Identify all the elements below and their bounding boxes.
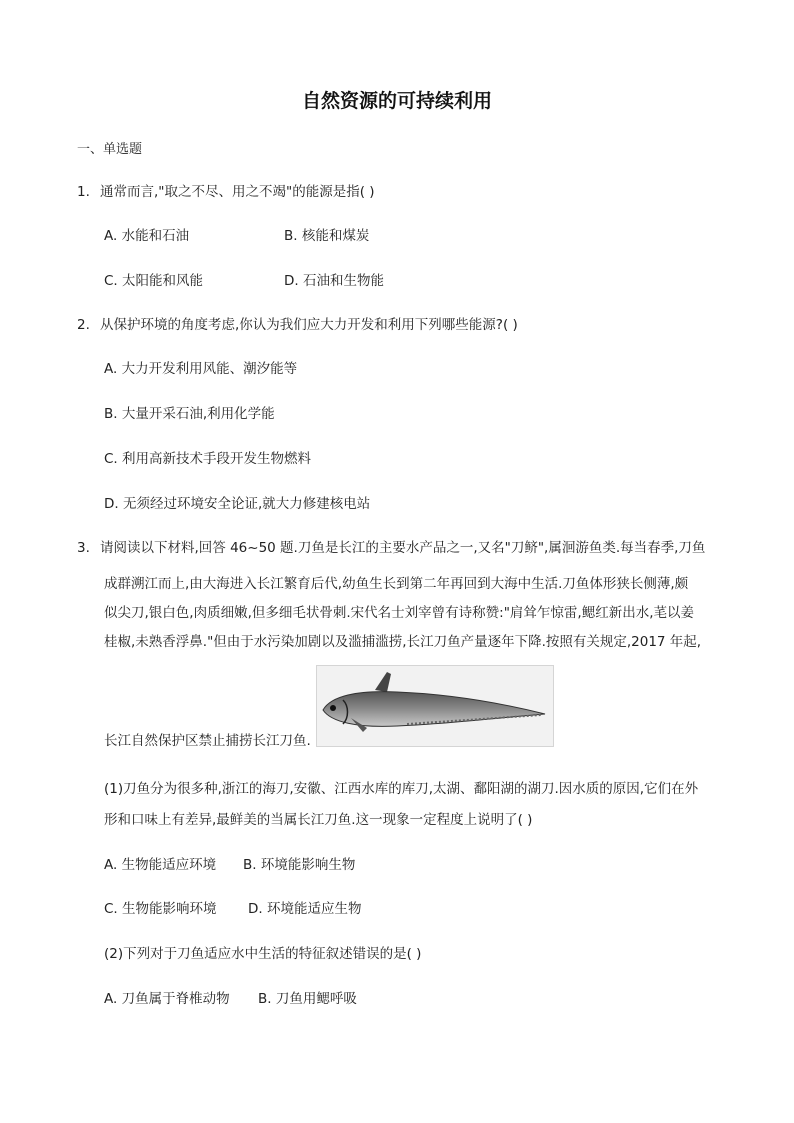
subquestion-1-option-d: D. 环境能适应生物 <box>248 901 362 917</box>
subquestion-1-option-a: A. 生物能适应环境 <box>104 857 217 873</box>
fish-image <box>316 665 554 747</box>
question-2-option-a: A. 大力开发利用风能、潮汐能等 <box>104 361 298 377</box>
fish-illustration <box>317 666 553 746</box>
section-heading: 一、单选题 <box>77 142 143 157</box>
passage-line: 长江自然保护区禁止捕捞长江刀鱼. <box>104 733 311 749</box>
question-1-option-c: C. 太阳能和风能 <box>104 273 204 289</box>
subquestion-2-option-a: A. 刀鱼属于脊椎动物 <box>104 991 230 1007</box>
question-3-number: 3. <box>77 540 90 556</box>
subquestion-1-option-c: C. 生物能影响环境 <box>104 901 217 917</box>
question-2-stem: 从保护环境的角度考虑,你认为我们应大力开发和利用下列哪些能源?( ) <box>100 317 518 333</box>
subquestion-2-stem: (2)下列对于刀鱼适应水中生活的特征叙述错误的是( ) <box>104 946 422 962</box>
passage-line: 桂椒,未熟香浮鼻."但由于水污染加剧以及滥捕滥捞,长江刀鱼产量逐年下降.按照有关规定,2017 年起, <box>104 634 702 650</box>
question-2-option-d: D. 无须经过环境安全论证,就大力修建核电站 <box>104 496 371 512</box>
question-2-option-b: B. 大量开采石油,利用化学能 <box>104 406 275 422</box>
question-1-number: 1. <box>77 184 90 200</box>
question-1-option-b: B. 核能和煤炭 <box>284 228 370 244</box>
passage-line: 似尖刀,银白色,肉质细嫩,但多细毛状骨刺.宋代名士刘宰曾有诗称赞:"肩耸乍惊雷,鳃红新出水,芼以姜 <box>104 605 695 621</box>
question-1-option-d: D. 石油和生物能 <box>284 273 384 289</box>
question-1-option-a: A. 水能和石油 <box>104 228 190 244</box>
subquestion-1-stem: 形和口味上有差异,最鲜美的当属长江刀鱼.这一现象一定程度上说明了( ) <box>104 812 533 828</box>
page-title: 自然资源的可持续利用 <box>301 90 492 112</box>
passage-line: 成群溯江而上,由大海进入长江繁育后代,幼鱼生长到第二年再回到大海中生活.刀鱼体形狭长侧薄,颇 <box>104 576 689 592</box>
question-1-stem: 通常而言,"取之不尽、用之不竭"的能源是指( ) <box>100 184 375 200</box>
passage-line: 请阅读以下材料,回答 46~50 题.刀鱼是长江的主要水产品之一,又名"刀鲚",属洄游鱼类.每当春季,刀鱼 <box>100 540 706 556</box>
subquestion-1-stem: (1)刀鱼分为很多种,浙江的海刀,安徽、江西水库的库刀,太湖、鄱阳湖的湖刀.因水质的原因,它们在外 <box>104 781 699 797</box>
subquestion-1-option-b: B. 环境能影响生物 <box>243 857 356 873</box>
question-2-number: 2. <box>77 317 90 333</box>
question-2-option-c: C. 利用高新技术手段开发生物燃料 <box>104 451 312 467</box>
subquestion-2-option-b: B. 刀鱼用鳃呼吸 <box>258 991 357 1007</box>
